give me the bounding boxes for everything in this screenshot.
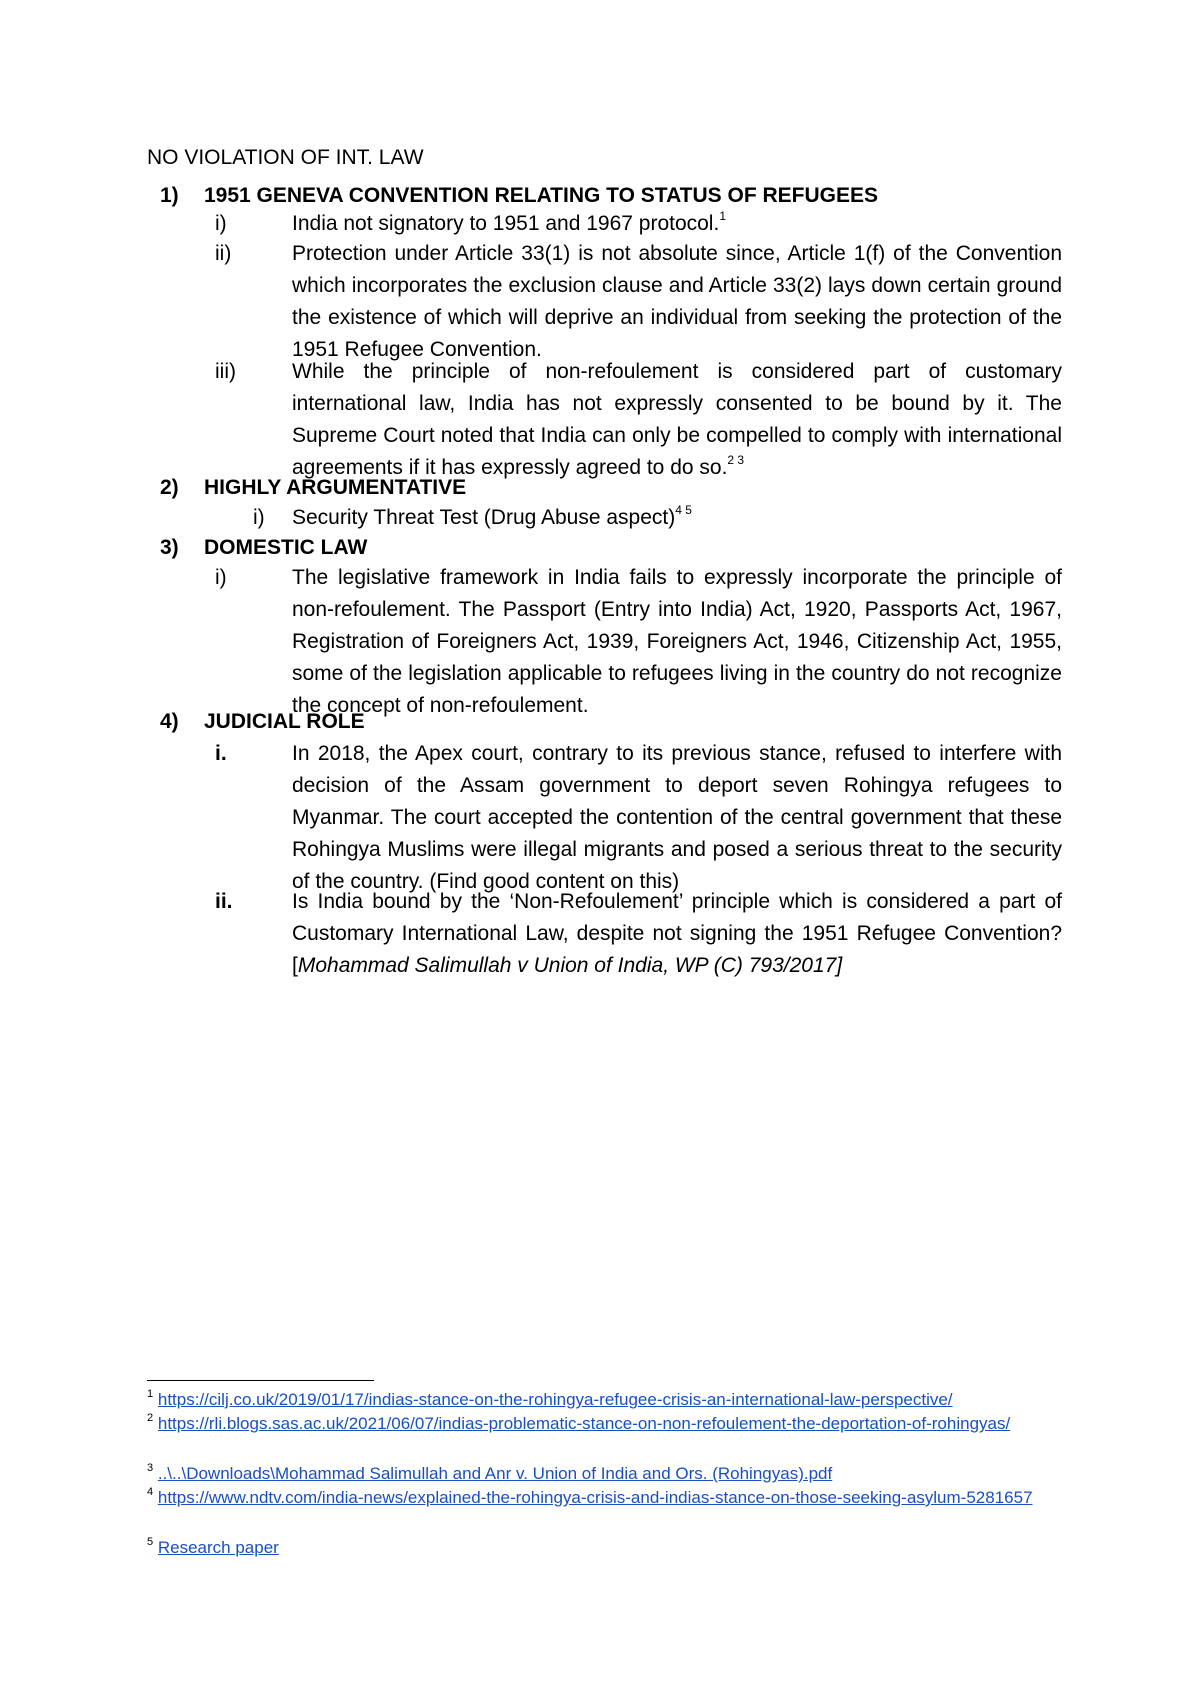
footnote-number: 2 — [147, 1412, 154, 1425]
item-number: i) — [215, 212, 227, 235]
footnote-number: 4 — [147, 1486, 154, 1499]
footnote-ref[interactable]: 2 3 — [727, 453, 745, 467]
footnote-separator — [147, 1380, 374, 1381]
footnote-link[interactable]: https://www.ndtv.com/india-news/explained-the-rohingya-crisis-and-indias-stance-on-those-seeking-asylum-5281657 — [157, 1488, 1033, 1507]
section-title: JUDICIAL ROLE — [204, 710, 365, 733]
list-item — [215, 886, 1062, 982]
footnote-link[interactable]: ..\..\Downloads\Mohammad Salimullah and Anr v. Union of India and Ors. (Rohingyas).pdf — [157, 1464, 833, 1483]
list-item — [215, 356, 1062, 484]
footnote-1 — [147, 1388, 1067, 1412]
item-number: ii. — [215, 890, 233, 913]
section-number: 3) — [160, 536, 179, 559]
list-item — [215, 208, 1062, 240]
section-number: 2) — [160, 476, 179, 499]
section-number: 1) — [160, 184, 179, 207]
footnote-number: 3 — [147, 1462, 154, 1475]
item-number: iii) — [215, 360, 236, 383]
list-item — [215, 502, 1062, 534]
footnote-number: 5 — [147, 1536, 154, 1549]
footnote-4 — [147, 1486, 1067, 1510]
footnote-link[interactable]: https://cilj.co.uk/2019/01/17/indias-stance-on-the-rohingya-refugee-crisis-an-international-law-perspective/ — [157, 1390, 953, 1409]
item-number: i) — [253, 506, 265, 529]
item-number: ii) — [215, 242, 232, 265]
section-heading-1 — [160, 184, 878, 208]
section-heading-4 — [160, 710, 365, 734]
item-text: In 2018, the Apex court, contrary to its previous stance, refused to interfere with decision of the Assam government to deport seven Rohingya refugees to Myanmar. The court accepted the contention of the central government that these Rohingya Muslims were illegal migrants and posed a serious threat to the security of the country. (Find good content on this) — [292, 742, 1062, 893]
list-item — [215, 738, 1062, 898]
section-heading-3 — [160, 536, 367, 560]
footnote-2 — [147, 1412, 1067, 1436]
section-title: 1951 GENEVA CONVENTION RELATING TO STATUS OF REFUGEES — [204, 184, 879, 207]
section-title: HIGHLY ARGUMENTATIVE — [204, 476, 467, 499]
item-number: i) — [215, 566, 227, 589]
footnote-ref[interactable]: 4 5 — [675, 503, 692, 517]
item-text: Security Threat Test (Drug Abuse aspect) — [292, 506, 676, 529]
footnote-link[interactable]: Research paper — [157, 1538, 279, 1557]
item-text: Is India bound by the ‘Non-Refoulement’ principle which is considered a part of Customary International Law, despite not signing the 1951 Refugee Convention? [ — [292, 890, 1062, 977]
item-text: The legislative framework in India fails to expressly incorporate the principle of non-refoulement. The Passport (Entry into India) Act, 1920, Passports Act, 1967, Registration of Foreigners Act, 1939, Foreigners Act, 1946, Citizenship Act, 1955, some of the legislation applicable to refugees living in the country do not recognize the concept of non-refoulement. — [292, 566, 1062, 717]
list-item — [215, 562, 1062, 722]
section-title: DOMESTIC LAW — [204, 536, 368, 559]
item-text: Protection under Article 33(1) is not absolute since, Article 1(f) of the Convention which incorporates the exclusion clause and Article 33(2) lays down certain ground the existence of which will deprive an individual from seeking the protection of the 1951 Refugee Convention. — [292, 242, 1062, 361]
page-title: NO VIOLATION OF INT. LAW — [147, 146, 424, 169]
footnote-link[interactable]: https://rli.blogs.sas.ac.uk/2021/06/07/indias-problematic-stance-on-non-refoulement-the-deportation-of-rohingyas/ — [157, 1414, 1011, 1433]
footnote-number: 1 — [147, 1388, 154, 1401]
case-citation: Mohammad Salimullah v Union of India, WP (C) 793/2017] — [297, 954, 843, 977]
item-number: i. — [215, 742, 227, 765]
footnote-5 — [147, 1536, 1067, 1560]
item-text: India not signatory to 1951 and 1967 protocol. — [292, 212, 720, 235]
section-number: 4) — [160, 710, 179, 733]
footnote-3 — [147, 1462, 1067, 1486]
item-text: While the principle of non-refoulement is considered part of customary international law, India has not expressly consented to be bound by it. The Supreme Court noted that India can only be compelled to comply with international agreements if it has expressly agreed to do so. — [292, 360, 1062, 479]
list-item — [215, 238, 1062, 366]
footnote-ref[interactable]: 1 — [719, 209, 726, 223]
section-heading-2 — [160, 476, 466, 500]
